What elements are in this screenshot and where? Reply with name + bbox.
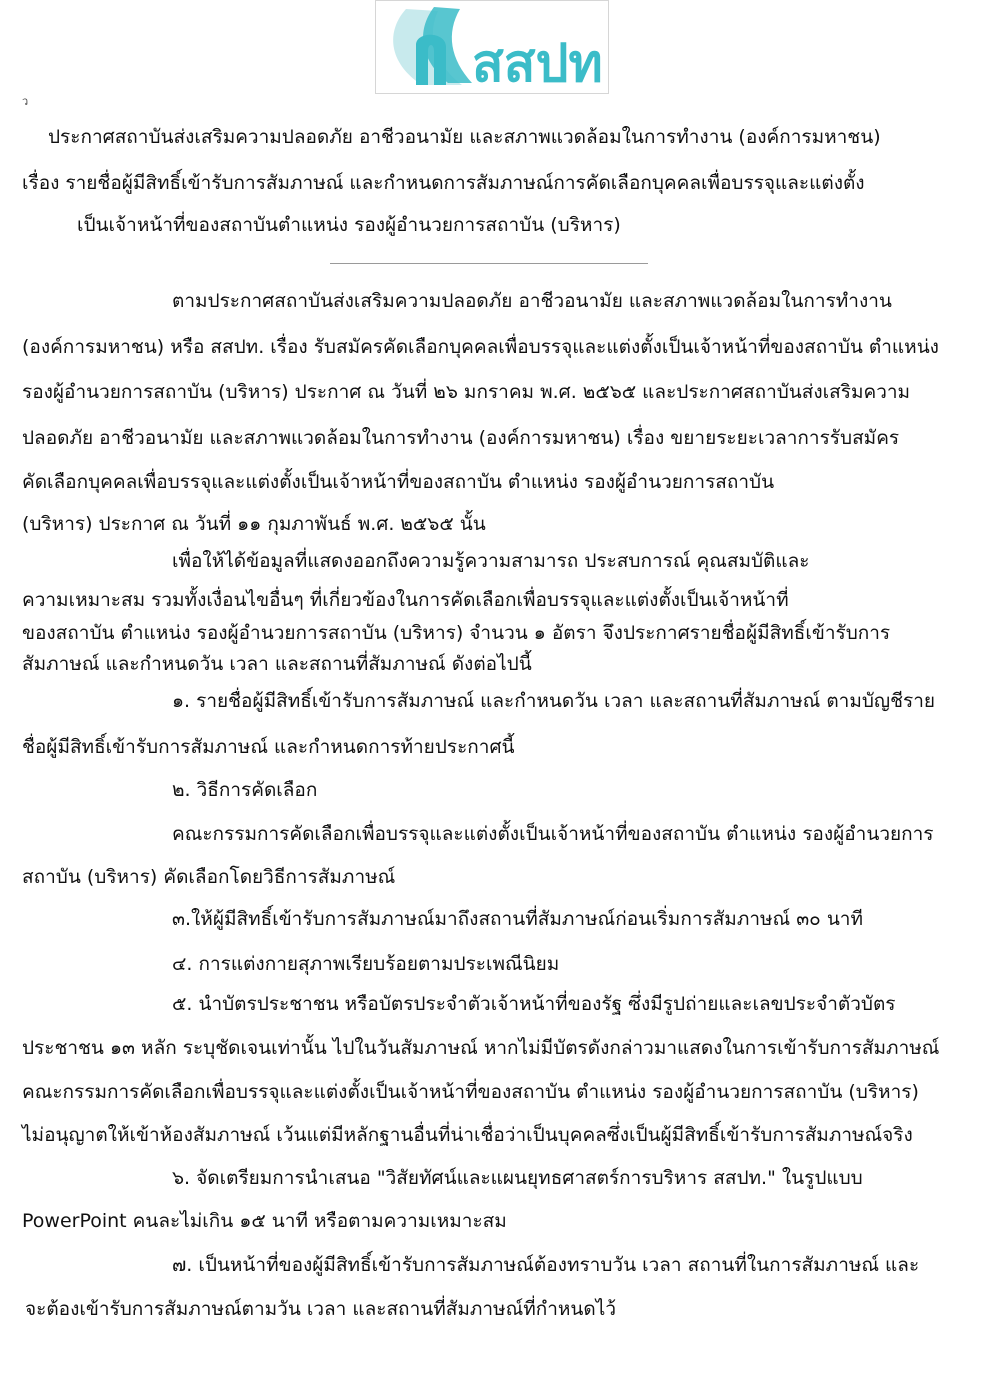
body-line: ๗. เป็นหน้าที่ของผู้มีสิทธิ์เข้ารับการสัมภาษณ์ต้องทราบวัน เวลา สถานที่ในการสัมภาษณ์ และ (172, 1254, 920, 1276)
body-line: ไม่อนุญาตให้เข้าห้องสัมภาษณ์ เว้นแต่มีหลักฐานอื่นที่น่าเชื่อว่าเป็นบุคคลซึ่งเป็นผู้มีสิทธิ์เข้ารับการสัมภาษณ์จริง (22, 1124, 913, 1146)
body-line: ๕. นำบัตรประชาชน หรือบัตรประจำตัวเจ้าหน้าที่ของรัฐ ซึ่งมีรูปถ่ายและเลขประจำตัวบัตร (172, 993, 896, 1015)
body-line: คณะกรรมการคัดเลือกเพื่อบรรจุและแต่งตั้งเป็นเจ้าหน้าที่ของสถาบัน ตำแหน่ง รองผู้อำนวยการสถาบัน (บริหาร) (22, 1081, 919, 1103)
body-line: ๔. การแต่งกายสุภาพเรียบร้อยตามประเพณีนิยม (172, 953, 560, 975)
body-line: ๓.ให้ผู้มีสิทธิ์เข้ารับการสัมภาษณ์มาถึงสถานที่สัมภาษณ์ก่อนเริ่มการสัมภาษณ์ ๓๐ นาที (172, 908, 864, 930)
stray-mark: ว (22, 95, 29, 108)
body-line: สถาบัน (บริหาร) คัดเลือกโดยวิธีการสัมภาษณ์ (22, 866, 396, 888)
body-line: (บริหาร) ประกาศ ณ วันที่ ๑๑ กุมภาพันธ์ พ.ศ. ๒๕๖๕ นั้น (22, 513, 486, 535)
body-line: PowerPoint คนละไม่เกิน ๑๕ นาที หรือตามความเหมาะสม (22, 1210, 507, 1232)
body-line: ปลอดภัย อาชีวอนามัย และสภาพแวดล้อมในการทำงาน (องค์การมหาชน) เรื่อง ขยายระยะเวลาการรับสมัคร (22, 427, 900, 449)
announcement-subject-line: เรื่อง รายชื่อผู้มีสิทธิ์เข้ารับการสัมภาษณ์ และกำหนดการสัมภาษณ์การคัดเลือกบุคคลเพื่อบรรจุและแต่งตั้ง (22, 172, 865, 194)
body-line: รองผู้อำนวยการสถาบัน (บริหาร) ประกาศ ณ วันที่ ๒๖ มกราคม พ.ศ. ๒๕๖๕ และประกาศสถาบันส่งเสริมความ (22, 381, 911, 403)
announcement-header-line-1: ประกาศสถาบันส่งเสริมความปลอดภัย อาชีวอนามัย และสภาพแวดล้อมในการทำงาน (องค์การมหาชน) (48, 126, 881, 148)
body-line: ชื่อผู้มีสิทธิ์เข้ารับการสัมภาษณ์ และกำหนดการท้ายประกาศนี้ (22, 736, 515, 758)
body-line: คัดเลือกบุคคลเพื่อบรรจุและแต่งตั้งเป็นเจ้าหน้าที่ของสถาบัน ตำแหน่ง รองผู้อำนวยการสถาบัน (22, 471, 775, 493)
body-line: ความเหมาะสม รวมทั้งเงื่อนไขอื่นๆ ที่เกี่ยวข้องในการคัดเลือกเพื่อบรรจุและแต่งตั้งเป็นเจ้าหน้าที่ (22, 589, 789, 611)
institute-logo-graphic (376, 1, 608, 93)
announcement-subject-line-2: เป็นเจ้าหน้าที่ของสถาบันตำแหน่ง รองผู้อำนวยการสถาบัน (บริหาร) (77, 214, 621, 236)
body-line: จะต้องเข้ารับการสัมภาษณ์ตามวัน เวลา และสถานที่สัมภาษณ์ที่กำหนดไว้ (25, 1298, 616, 1320)
body-line: (องค์การมหาชน) หรือ สสปท. เรื่อง รับสมัครคัดเลือกบุคคลเพื่อบรรจุและแต่งตั้งเป็นเจ้าหน้าที่ของสถาบัน ตำแหน่ง (22, 336, 939, 358)
body-line: สัมภาษณ์ และกำหนดวัน เวลา และสถานที่สัมภาษณ์ ดังต่อไปนี้ (22, 653, 532, 675)
body-line: ของสถาบัน ตำแหน่ง รองผู้อำนวยการสถาบัน (บริหาร) จำนวน ๑ อัตรา จึงประกาศรายชื่อผู้มีสิทธิ์เข้ารับการ (22, 622, 891, 644)
header-divider (330, 263, 648, 264)
body-line: ๑. รายชื่อผู้มีสิทธิ์เข้ารับการสัมภาษณ์ และกำหนดวัน เวลา และสถานที่สัมภาษณ์ ตามบัญชีราย (172, 690, 936, 712)
body-line: เพื่อให้ได้ข้อมูลที่แสดงออกถึงความรู้ความสามารถ ประสบการณ์ คุณสมบัติและ (172, 550, 810, 572)
logo-wordmark: สสปท (472, 34, 603, 93)
body-line: ๒. วิธีการคัดเลือก (172, 779, 318, 801)
body-line: ๖. จัดเตรียมการนำเสนอ "วิสัยทัศน์และแผนยุทธศาสตร์การบริหาร สสปท." ในรูปแบบ (172, 1167, 863, 1189)
body-line: คณะกรรมการคัดเลือกเพื่อบรรจุและแต่งตั้งเป็นเจ้าหน้าที่ของสถาบัน ตำแหน่ง รองผู้อำนวยการ (172, 823, 934, 845)
body-line: ตามประกาศสถาบันส่งเสริมความปลอดภัย อาชีวอนามัย และสภาพแวดล้อมในการทำงาน (172, 290, 892, 312)
body-line: ประชาชน ๑๓ หลัก ระบุชัดเจนเท่านั้น ไปในวันสัมภาษณ์ หากไม่มีบัตรดังกล่าวมาแสดงในการเข้ารับการสัมภาษณ์ (22, 1037, 940, 1059)
institute-logo (375, 0, 609, 94)
